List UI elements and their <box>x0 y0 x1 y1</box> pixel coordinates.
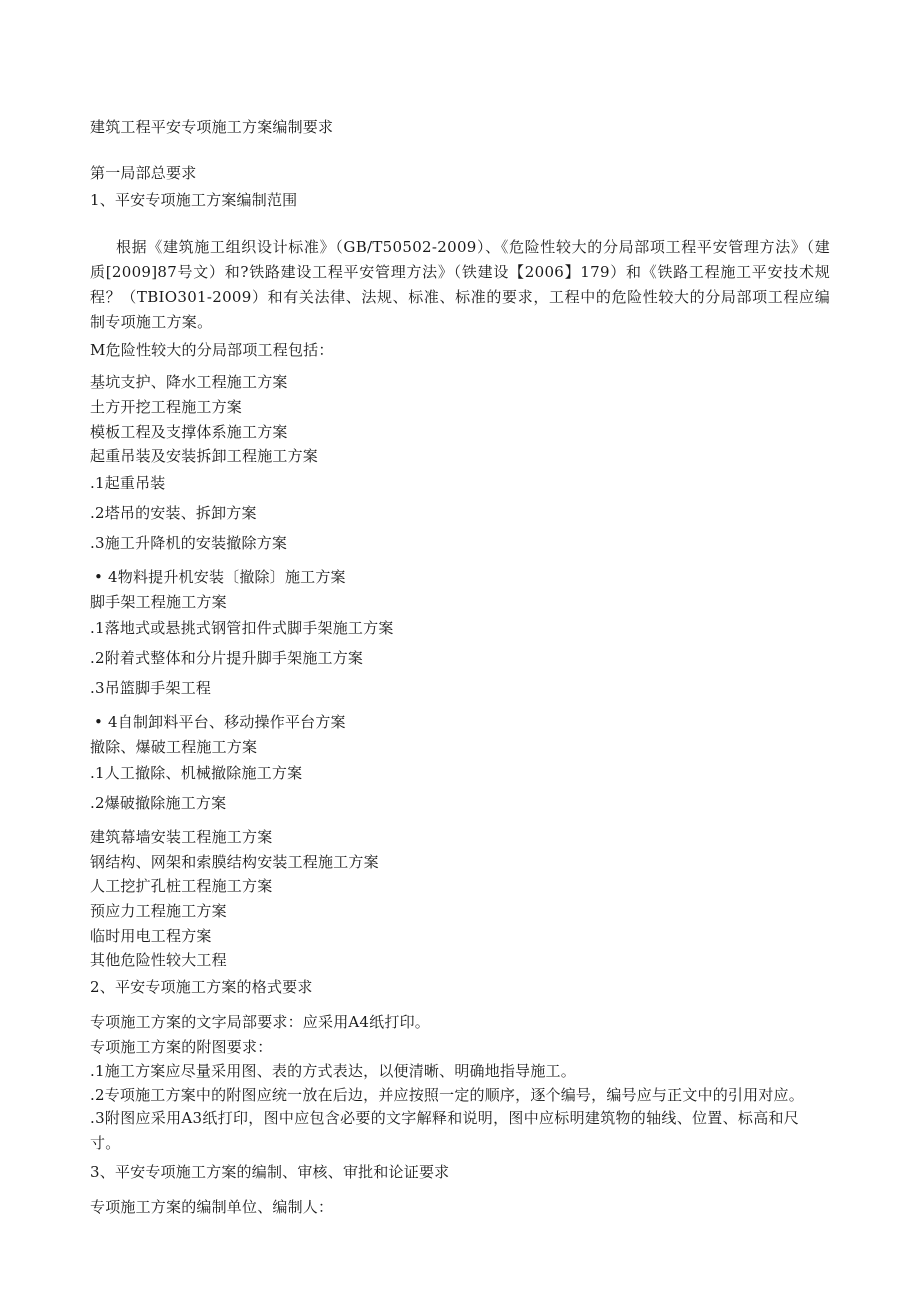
section-heading-2: 2、平安专项施工方案的格式要求 <box>90 978 313 996</box>
list-item: 模板工程及支撑体系施工方案 <box>90 423 288 441</box>
section-3-line: 专项施工方案的编制单位、编制人： <box>90 1198 334 1216</box>
list-item: 撤除、爆破工程施工方案 <box>90 738 258 756</box>
list-item: .1落地式或悬挑式钢管扣件式脚手架施工方案 <box>90 619 394 637</box>
list-item: 起重吊装及安装拆卸工程施工方案 <box>90 447 319 465</box>
list-item: .3吊篮脚手架工程 <box>90 679 212 697</box>
section-heading-3: 3、平安专项施工方案的编制、审核、审批和论证要求 <box>90 1163 450 1181</box>
list-item: 其他危险性较大工程 <box>90 951 227 969</box>
format-line: .2专项施工方案中的附图应统一放在后边，并应按照一定的顺序，逐个编号，编号应与正文中的引用对应。 <box>90 1086 804 1104</box>
document-title: 建筑工程平安专项施工方案编制要求 <box>90 118 334 136</box>
list-item: • 4自制卸料平台、移动操作平台方案 <box>94 713 346 731</box>
list-item: .3施工升降机的安装撤除方案 <box>90 534 288 552</box>
list-item: 基坑支护、降水工程施工方案 <box>90 373 288 391</box>
format-line: .1施工方案应尽量采用图、表的方式表达，以便清晰、明确地指导施工。 <box>90 1062 576 1080</box>
list-intro: M危险性较大的分局部项工程包括： <box>90 341 334 359</box>
intro-paragraph: 根据《建筑施工组织设计标准》（GB/T50502-2009）、《危险性较大的分局部项工程平安管理方法》（建质[2009]87号文）和?铁路建设工程平安管理方法》（铁建设【2006】179）和《铁路工程施工平安技术规程？（TBIO301-2009）和有关法律、法规、标准、标准的要求，工程中的危险性较大的分局部项工程应编制专项施工方案。 <box>90 238 830 331</box>
list-item: 钢结构、网架和索膜结构安装工程施工方案 <box>90 853 379 871</box>
list-item: .2附着式整体和分片提升脚手架施工方案 <box>90 649 364 667</box>
list-item: 土方开挖工程施工方案 <box>90 398 243 416</box>
list-item: 人工挖扩孔桩工程施工方案 <box>90 877 273 895</box>
list-item: .2塔吊的安装、拆卸方案 <box>90 504 257 522</box>
list-item: 脚手架工程施工方案 <box>90 593 227 611</box>
list-item: .2爆破撤除施工方案 <box>90 794 227 812</box>
list-item: 建筑幕墙安装工程施工方案 <box>90 828 273 846</box>
list-item: .1起重吊装 <box>90 474 166 492</box>
format-line: 专项施工方案的附图要求： <box>90 1038 273 1056</box>
list-item: • 4物料提升机安装〔撤除〕施工方案 <box>94 568 346 586</box>
section-heading-1: 1、平安专项施工方案编制范围 <box>90 191 298 209</box>
format-line: 专项施工方案的文字局部要求：应采用A4纸打印。 <box>90 1013 430 1031</box>
part-heading: 第一局部总要求 <box>90 164 197 182</box>
list-item: 预应力工程施工方案 <box>90 902 227 920</box>
list-item: .1人工撤除、机械撤除施工方案 <box>90 764 303 782</box>
format-line: .3附图应采用A3纸打印，图中应包含必要的文字解释和说明，图中应标明建筑物的轴线、位置、标高和尺寸。 <box>90 1109 800 1152</box>
list-item: 临时用电工程方案 <box>90 927 212 945</box>
